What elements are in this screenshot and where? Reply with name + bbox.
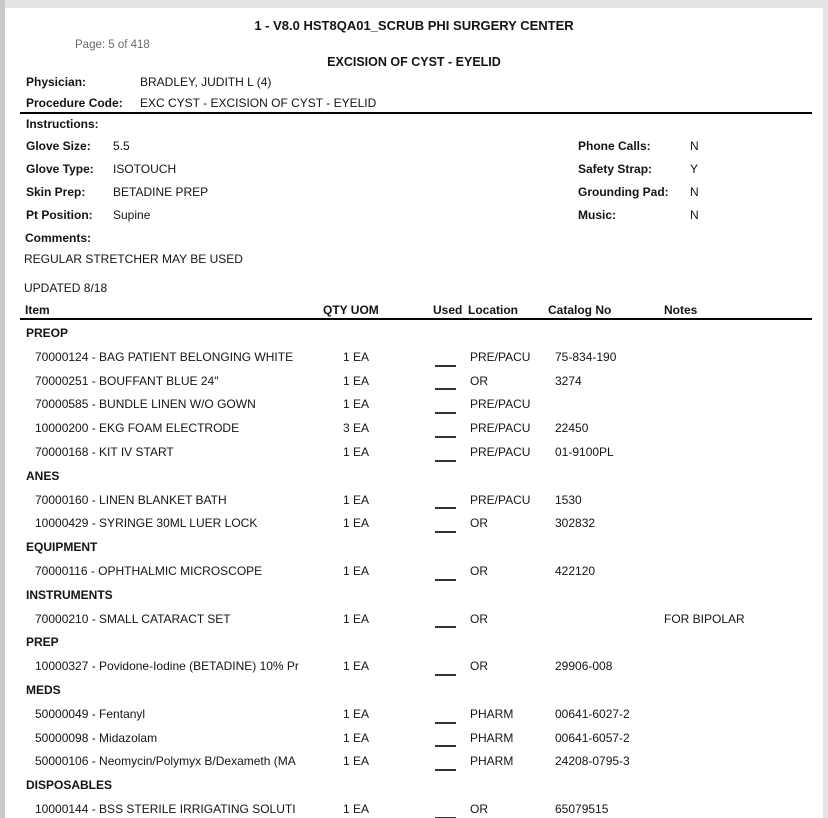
instruction-label: Glove Size:: [26, 139, 91, 153]
instruction-right-value: N: [690, 139, 699, 153]
table-item-row: [5, 703, 823, 727]
location-cell: PRE/PACU: [470, 349, 531, 364]
qty-cell: 1 EA: [343, 611, 370, 626]
item-cell: 50000106 - Neomycin/Polymyx B/Dexameth (MA: [35, 754, 296, 769]
location-cell: OR: [470, 659, 488, 674]
location-cell: PHARM: [470, 706, 514, 721]
updated-note: UPDATED 8/18: [24, 281, 108, 295]
section-label: MEDS: [26, 682, 61, 697]
column-header-catalog-no: Catalog No: [548, 303, 612, 317]
table-section-row: [5, 322, 823, 346]
location-cell: PRE/PACU: [470, 397, 531, 412]
item-cell: 70000251 - BOUFFANT BLUE 24": [35, 373, 219, 388]
catalog-cell: 00641-6027-2: [555, 706, 630, 721]
table-section-row: [5, 631, 823, 655]
table-item-row: [5, 798, 823, 818]
column-header-notes: Notes: [664, 303, 698, 317]
catalog-cell: 1530: [555, 492, 582, 507]
item-cell: 70000160 - LINEN BLANKET BATH: [35, 492, 227, 507]
column-header-location: Location: [468, 303, 518, 317]
procedure-title: EXCISION OF CYST - EYELID: [327, 55, 501, 69]
notes-cell: FOR BIPOLAR: [664, 611, 745, 626]
instruction-label: Skin Prep:: [26, 185, 86, 199]
section-label: INSTRUMENTS: [26, 587, 113, 602]
used-blank-line: [435, 388, 456, 390]
item-cell: 50000098 - Midazolam: [35, 730, 158, 745]
qty-cell: 1 EA: [343, 563, 370, 578]
location-cell: OR: [470, 516, 488, 531]
procedure-code-label: Procedure Code:: [26, 96, 123, 110]
qty-cell: 1 EA: [343, 659, 370, 674]
table-item-row: [5, 417, 823, 441]
used-blank-line: [435, 722, 456, 724]
location-cell: OR: [470, 373, 488, 388]
instruction-right-value: N: [690, 208, 699, 222]
instruction-right-label: Safety Strap:: [578, 162, 653, 176]
table-header-row: [5, 302, 823, 319]
instruction-right-label: Music:: [578, 208, 617, 222]
instruction-right-value: N: [690, 185, 699, 199]
used-blank-line: [435, 412, 456, 414]
physician-value: BRADLEY, JUDITH L (4): [140, 75, 272, 89]
table-section-row: [5, 465, 823, 489]
used-blank-line: [435, 745, 456, 747]
instruction-value: ISOTOUCH: [113, 162, 177, 176]
catalog-cell: 422120: [555, 563, 596, 578]
qty-cell: 1 EA: [343, 801, 370, 816]
column-header-used: Used: [433, 303, 463, 317]
qty-cell: 1 EA: [343, 349, 370, 364]
table-item-row: [5, 370, 823, 394]
instruction-row: [5, 184, 823, 201]
item-cell: 70000116 - OPHTHALMIC MICROSCOPE: [35, 563, 263, 578]
location-cell: PRE/PACU: [470, 421, 531, 436]
item-cell: 70000585 - BUNDLE LINEN W/O GOWN: [35, 397, 256, 412]
supply-list: [5, 322, 823, 818]
location-cell: OR: [470, 801, 488, 816]
item-cell: 70000124 - BAG PATIENT BELONGING WHITE: [35, 349, 294, 364]
table-item-row: [5, 655, 823, 679]
item-cell: 10000429 - SYRINGE 30ML LUER LOCK: [35, 516, 258, 531]
location-cell: PRE/PACU: [470, 444, 531, 459]
table-item-row: [5, 441, 823, 465]
table-item-row: [5, 489, 823, 513]
catalog-cell: 01-9100PL: [555, 444, 614, 459]
catalog-cell: 29906-008: [555, 659, 613, 674]
used-blank-line: [435, 579, 456, 581]
catalog-cell: 22450: [555, 421, 589, 436]
qty-cell: 3 EA: [343, 421, 370, 436]
table-item-row: [5, 608, 823, 632]
qty-cell: 1 EA: [343, 730, 370, 745]
comments-heading: Comments:: [25, 231, 92, 245]
catalog-cell: 302832: [555, 516, 596, 531]
catalog-cell: 24208-0795-3: [555, 754, 630, 769]
location-cell: PRE/PACU: [470, 492, 531, 507]
instruction-row: [5, 138, 823, 155]
table-section-row: [5, 774, 823, 798]
instruction-label: Pt Position:: [26, 208, 93, 222]
used-blank-line: [435, 365, 456, 367]
qty-cell: 1 EA: [343, 754, 370, 769]
location-cell: OR: [470, 563, 488, 578]
instruction-row: [5, 161, 823, 178]
column-header-item: Item: [25, 303, 50, 317]
catalog-cell: 00641-6057-2: [555, 730, 630, 745]
column-header-qty-uom: QTY UOM: [323, 303, 379, 317]
item-cell: 50000049 - Fentanyl: [35, 706, 146, 721]
table-item-row: [5, 727, 823, 751]
location-cell: PHARM: [470, 730, 514, 745]
section-label: EQUIPMENT: [26, 540, 98, 555]
instruction-right-label: Phone Calls:: [578, 139, 651, 153]
table-item-row: [5, 750, 823, 774]
used-blank-line: [435, 626, 456, 628]
qty-cell: 1 EA: [343, 397, 370, 412]
qty-cell: 1 EA: [343, 444, 370, 459]
catalog-cell: 65079515: [555, 801, 609, 816]
instruction-value: BETADINE PREP: [113, 185, 209, 199]
page-number: Page: 5 of 418: [75, 39, 150, 51]
section-label: DISPOSABLES: [26, 778, 113, 793]
instruction-value: Supine: [113, 208, 151, 222]
used-blank-line: [435, 436, 456, 438]
instructions-heading: Instructions:: [26, 117, 99, 131]
table-item-row: [5, 346, 823, 370]
item-cell: 70000210 - SMALL CATARACT SET: [35, 611, 231, 626]
item-cell: 10000327 - Povidone-Iodine (BETADINE) 10% Pr: [35, 659, 299, 674]
instruction-right-label: Grounding Pad:: [578, 185, 669, 199]
catalog-cell: 3274: [555, 373, 582, 388]
used-blank-line: [435, 769, 456, 771]
used-blank-line: [435, 531, 456, 533]
qty-cell: 1 EA: [343, 373, 370, 388]
instruction-label: Glove Type:: [26, 162, 94, 176]
table-header-divider: [20, 318, 812, 320]
report-title: 1 - V8.0 HST8QA01_SCRUB PHI SURGERY CENTER: [254, 18, 574, 33]
used-blank-line: [435, 674, 456, 676]
qty-cell: 1 EA: [343, 492, 370, 507]
item-cell: 70000168 - KIT IV START: [35, 444, 174, 459]
section-label: PREP: [26, 635, 59, 650]
item-cell: 10000144 - BSS STERILE IRRIGATING SOLUTI: [35, 801, 296, 816]
used-blank-line: [435, 460, 456, 462]
document-page: [5, 8, 823, 818]
instruction-right-value: Y: [690, 162, 699, 176]
procedure-code-value: EXC CYST - EXCISION OF CYST - EYELID: [140, 96, 377, 110]
location-cell: PHARM: [470, 754, 514, 769]
table-section-row: [5, 584, 823, 608]
table-item-row: [5, 512, 823, 536]
table-item-row: [5, 393, 823, 417]
physician-row: [5, 74, 823, 91]
location-cell: OR: [470, 611, 488, 626]
section-label: PREOP: [26, 326, 69, 340]
qty-cell: 1 EA: [343, 706, 370, 721]
item-cell: 10000200 - EKG FOAM ELECTRODE: [35, 421, 240, 436]
physician-label: Physician:: [26, 75, 87, 89]
table-section-row: [5, 679, 823, 703]
table-item-row: [5, 560, 823, 584]
used-blank-line: [435, 507, 456, 509]
qty-cell: 1 EA: [343, 516, 370, 531]
section-label: ANES: [26, 468, 60, 483]
catalog-cell: 75-834-190: [555, 349, 617, 364]
procedure-code-row: [5, 95, 823, 112]
instruction-row: [5, 207, 823, 224]
table-section-row: [5, 536, 823, 560]
divider: [20, 112, 812, 114]
comment-text: REGULAR STRETCHER MAY BE USED: [24, 252, 243, 266]
instruction-value: 5.5: [113, 139, 130, 153]
